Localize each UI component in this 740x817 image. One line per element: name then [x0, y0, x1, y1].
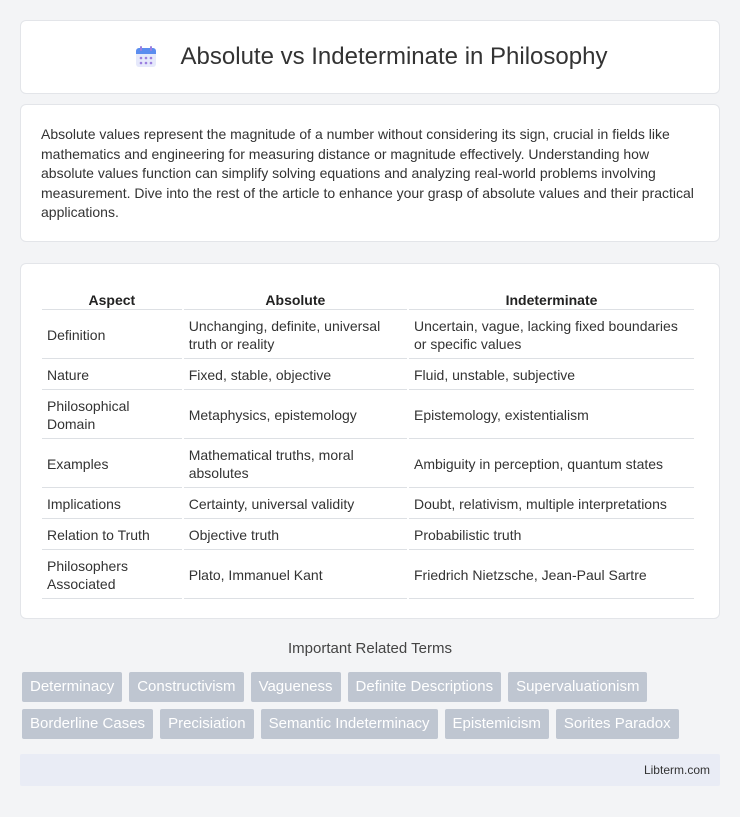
tag-row — [22, 672, 722, 702]
page-title: Absolute vs Indeterminate in Philosophy — [180, 43, 608, 70]
tag-sorites-paradox[interactable]: Sorites Paradox — [556, 709, 679, 739]
intro-text: Absolute values represent the magnitude of a number without considering its sign, crucial in fields like mathematics and engineering for measuring distance or magnitude effectively. Understanding how absolute values function can simplify solving equations and analyzing real-world problems involving measurement. Dive into the rest of the article to enhance your grasp of absolute values and their practical applications. — [41, 126, 694, 221]
table-cell: Ambiguity in perception, quantum states — [409, 441, 694, 488]
table-cell: Certainty, universal validity — [184, 490, 407, 519]
tag-supervaluationism[interactable]: Supervaluationism — [508, 672, 647, 702]
table-row — [42, 441, 694, 488]
table-row — [42, 490, 694, 519]
tag-row — [22, 709, 722, 739]
table-cell: Metaphysics, epistemology — [184, 392, 407, 439]
tag-determinacy[interactable]: Determinacy — [22, 672, 122, 702]
tag-vagueness[interactable]: Vagueness — [251, 672, 341, 702]
table-cell: Doubt, relativism, multiple interpretations — [409, 490, 694, 519]
tag-epistemicism[interactable]: Epistemicism — [445, 709, 549, 739]
table-header-row — [42, 288, 694, 310]
table-row — [42, 312, 694, 359]
comparison-table — [40, 286, 696, 601]
table-cell: Epistemology, existentialism — [409, 392, 694, 439]
title-wrap — [133, 43, 608, 71]
footer — [20, 754, 720, 786]
header-card — [20, 20, 720, 94]
tag-precisiation[interactable]: Precisiation — [160, 709, 254, 739]
table-cell: Fluid, unstable, subjective — [409, 361, 694, 390]
table-cell: Unchanging, definite, universal truth or reality — [184, 312, 407, 359]
table-row — [42, 552, 694, 599]
related-terms-title: Important Related Terms — [288, 640, 452, 657]
header-aspect: Aspect — [42, 288, 182, 310]
table-cell: Philosophical Domain — [42, 392, 182, 439]
table-row — [42, 361, 694, 390]
table-cell: Relation to Truth — [42, 521, 182, 550]
table-cell: Objective truth — [184, 521, 407, 550]
tag-semantic-indeterminacy[interactable]: Semantic Indeterminacy — [261, 709, 438, 739]
tag-constructivism[interactable]: Constructivism — [129, 672, 243, 702]
calendar-icon — [133, 44, 159, 70]
tag-borderline-cases[interactable]: Borderline Cases — [22, 709, 153, 739]
table-row — [42, 392, 694, 439]
table-cell: Uncertain, vague, lacking fixed boundaries or specific values — [409, 312, 694, 359]
table-cell: Definition — [42, 312, 182, 359]
table-cell: Nature — [42, 361, 182, 390]
table-cell: Probabilistic truth — [409, 521, 694, 550]
tag-definite-descriptions[interactable]: Definite Descriptions — [348, 672, 502, 702]
header-indeterminate: Indeterminate — [409, 288, 694, 310]
table-cell: Friedrich Nietzsche, Jean-Paul Sartre — [409, 552, 694, 599]
intro-card — [20, 104, 720, 242]
table-cell: Philosophers Associated — [42, 552, 182, 599]
table-cell: Examples — [42, 441, 182, 488]
table-cell: Implications — [42, 490, 182, 519]
comparison-table-card — [20, 263, 720, 619]
table-cell: Mathematical truths, moral absolutes — [184, 441, 407, 488]
related-terms-tags — [22, 672, 722, 746]
footer-site-link[interactable]: Libterm.com — [643, 763, 710, 777]
table-cell: Fixed, stable, objective — [184, 361, 407, 390]
table-cell: Plato, Immanuel Kant — [184, 552, 407, 599]
header-absolute: Absolute — [184, 288, 407, 310]
table-row — [42, 521, 694, 550]
